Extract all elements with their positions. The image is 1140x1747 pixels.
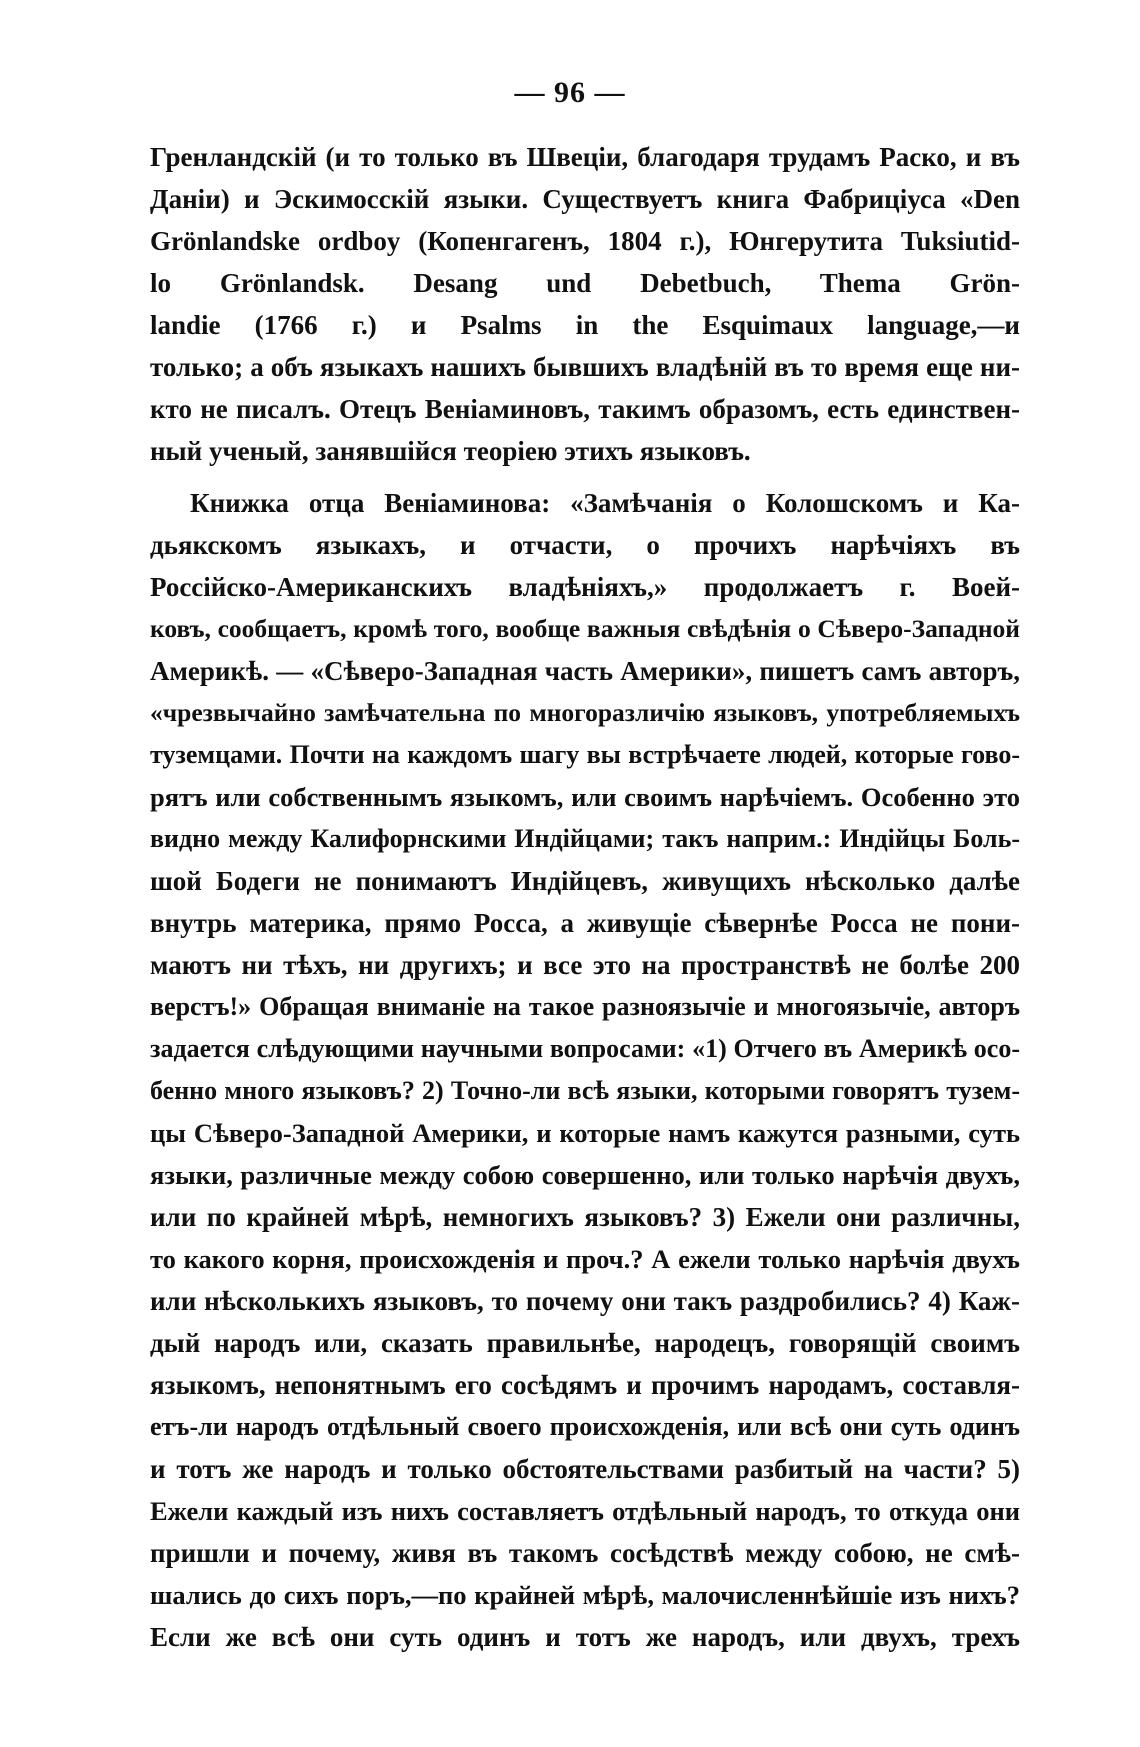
- text-line: шой Бодеги не понимаютъ Индійцевъ, живущихъ нѣсколько далѣе: [150, 866, 1020, 896]
- paragraph: [150, 482, 1020, 1658]
- text-line: внутрь материка, прямо Росса, а живущіе сѣвернѣе Росса не пони-: [150, 908, 1020, 938]
- text-line: маютъ ни тѣхъ, ни другихъ; и все это на пространствѣ не болѣе 200: [150, 950, 1020, 980]
- text-line: верстъ!» Обращая вниманіе на такое разноязычіе и многоязычіе, авторъ: [150, 992, 1020, 1021]
- text-line: Гренландскій (и то только въ Швеціи, благодаря трудамъ Раско, и въ: [150, 142, 1020, 172]
- text-line: дый народъ или, сказать правильнѣе, народецъ, говорящій своимъ: [150, 1328, 1020, 1358]
- text-line: то какого корня, происхожденія и проч.? А ежели только нарѣчія двухъ: [150, 1244, 1020, 1274]
- text-line: только; а объ языкахъ нашихъ бывшихъ владѣній въ то время еще ни-: [150, 352, 1020, 382]
- text-line: Даніи) и Эскимосскій языки. Существуетъ книга Фабриціуса «Den: [150, 184, 1020, 214]
- text-line: или по крайней мѣрѣ, немногихъ языковъ? 3) Ежели они различны,: [150, 1202, 1020, 1232]
- text-line: Grönlandske ordboy (Копенгагенъ, 1804 г.), Юнгерутита Tuksiutid-: [150, 226, 1020, 256]
- text-line: lo Grönlandsk. Desang und Debetbuch, Thema Grön-: [150, 268, 1020, 298]
- text-line: landie (1766 г.) и Psalms in the Esquimaux language,—и: [150, 310, 1020, 340]
- text-line: етъ-ли народъ отдѣльный своего происхожденія, или всѣ они суть одинъ: [150, 1412, 1020, 1441]
- text-line: ный ученый, занявшійся теоріею этихъ языковъ.: [150, 436, 751, 466]
- body-text: [150, 136, 1020, 1658]
- text-line: кто не писалъ. Отецъ Веніаминовъ, такимъ образомъ, есть единствен-: [150, 394, 1020, 424]
- text-line: Ежели каждый изъ нихъ составляетъ отдѣльный народъ, то откуда они: [150, 1496, 1020, 1526]
- text-line: и тотъ же народъ и только обстоятельствами разбитый на части? 5): [150, 1454, 1020, 1484]
- text-line: Если же всѣ они суть одинъ и тотъ же народъ, или двухъ, трехъ: [150, 1622, 1020, 1652]
- text-line: бенно много языковъ? 2) Точно-ли всѣ языки, которыми говорятъ тузем-: [150, 1076, 1020, 1105]
- text-line: шались до сихъ поръ,—по крайней мѣрѣ, малочисленнѣйшіе изъ нихъ?: [150, 1580, 1020, 1610]
- text-line: пришли и почему, живя въ такомъ сосѣдствѣ между собою, не смѣ-: [150, 1538, 1020, 1568]
- text-line: Америкѣ. — «Сѣверо-Западная часть Америки», пишетъ самъ авторъ,: [150, 656, 1020, 686]
- text-line: Книжка отца Веніаминова: «Замѣчанія о Колошскомъ и Ка-: [190, 488, 1020, 518]
- text-line: языки, различные между собою совершенно, или только нарѣчія двухъ,: [150, 1160, 1020, 1190]
- text-line: цы Сѣверо-Западной Америки, и которые намъ кажутся разными, суть: [150, 1118, 1020, 1148]
- text-line: «чрезвычайно замѣчательна по многоразличію языковъ, употребляемыхъ: [150, 698, 1020, 727]
- page-number: — 96 —: [514, 76, 626, 109]
- text-line: языкомъ, непонятнымъ его сосѣдямъ и прочимъ народамъ, составля-: [150, 1370, 1020, 1400]
- text-line: туземцами. Почти на каждомъ шагу вы встрѣчаете людей, которые гово-: [150, 740, 1020, 769]
- text-line: задается слѣдующими научными вопросами: «1) Отчего въ Америкѣ осо-: [150, 1034, 1020, 1063]
- text-line: или нѣсколькихъ языковъ, то почему они такъ раздробились? 4) Каж-: [150, 1286, 1020, 1316]
- text-line: видно между Калифорнскими Индійцами; такъ наприм.: Индійцы Боль-: [150, 824, 1020, 853]
- text-line: дьякскомъ языкахъ, и отчасти, о прочихъ нарѣчіяхъ въ: [150, 530, 1020, 560]
- text-line: Россійско-Американскихъ владѣніяхъ,» продолжаетъ г. Воей-: [150, 572, 1020, 602]
- text-line: ковъ, сообщаетъ, кромѣ того, вообще важныя свѣдѣнія о Сѣверо-Западной: [150, 614, 1020, 643]
- paragraph: [150, 136, 1020, 472]
- text-line: рятъ или собственнымъ языкомъ, или своимъ нарѣчіемъ. Особенно это: [150, 782, 1020, 812]
- paragraph-gap: [150, 472, 1020, 482]
